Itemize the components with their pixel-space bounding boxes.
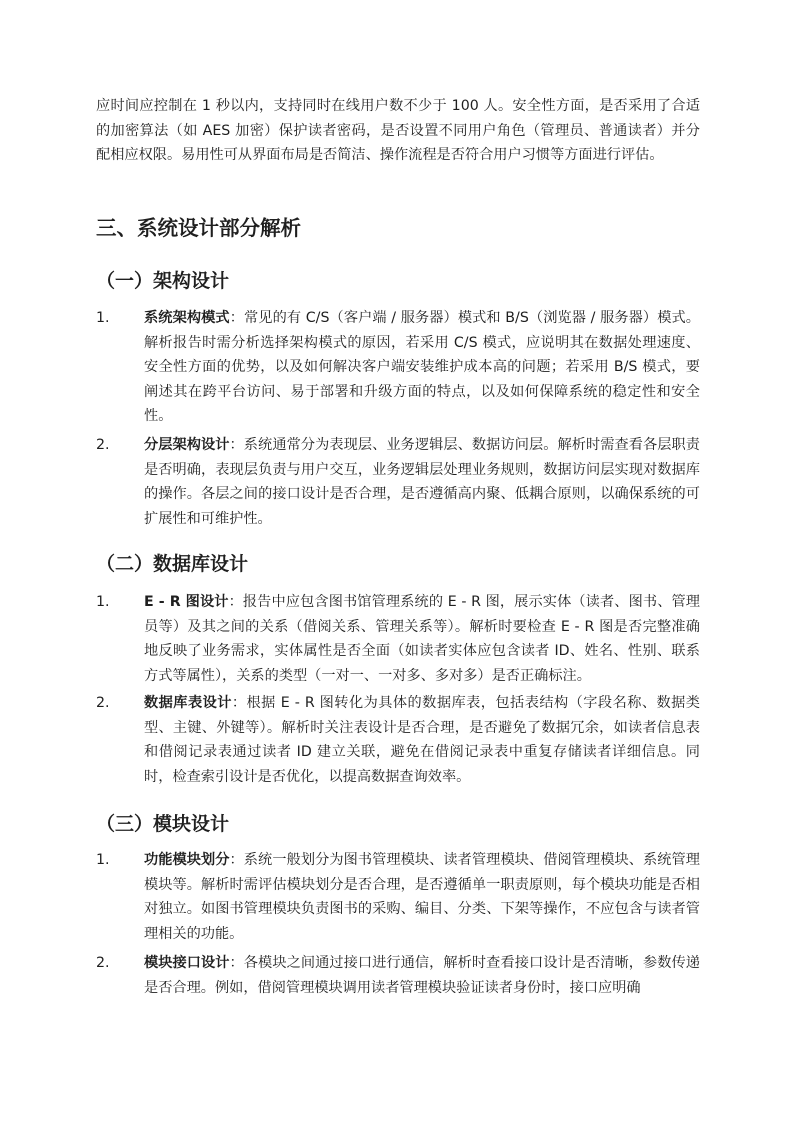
list-item-number: 2. <box>96 437 110 453</box>
list-item-text <box>144 590 700 688</box>
list-item-number: 1. <box>96 594 110 610</box>
list-item-text <box>144 848 700 946</box>
list-item-number: 2. <box>96 955 110 971</box>
intro-paragraph: 应时间应控制在 1 秒以内，支持同时在线用户数不少于 100 人。安全性方面，是否采用了合适的加密算法（如 AES 加密）保护读者密码，是否设置不同用户角色（管理员、普通读者）并分配相应权限。易用性可从界面布局是否简洁、操作流程是否符合用户习惯等方面进行评估。 <box>96 98 700 163</box>
subsection-title-database: （二）数据库设计 <box>96 553 249 575</box>
list-item-body: ：各模块之间通过接口进行通信，解析时查看接口设计是否清晰，参数传递是否合理。例如，借阅管理模块调用读者管理模块验证读者身份时，接口应明确 <box>144 955 700 996</box>
list-item-number: 1. <box>96 852 110 868</box>
list-item-body: ：根据 E - R 图转化为具体的数据库表，包括表结构（字段名称、数据类型、主键、外键等）。解析时关注表设计是否合理，是否避免了数据冗余，如读者信息表和借阅记录表通过读者 ID 建立关联，避免在借阅记录表中重复存储读者详细信息。同时，检查索引设计是否优化，以提高数据查询效率。 <box>144 695 700 785</box>
list-item-body: ：系统通常分为表现层、业务逻辑层、数据访问层。解析时需查看各层职责是否明确，表现层负责与用户交互，业务逻辑层处理业务规则，数据访问层实现对数据库的操作。各层之间的接口设计是否合理，是否遵循高内聚、低耦合原则，以确保系统的可扩展性和可维护性。 <box>144 437 700 527</box>
list-item-term: 系统架构模式 <box>144 310 230 326</box>
list-item-text <box>144 951 700 1000</box>
subsection-title-architecture: （一）架构设计 <box>96 270 230 292</box>
list-item-body: ：报告中应包含图书馆管理系统的 E - R 图，展示实体（读者、图书、管理员等）及其之间的关系（借阅关系、管理关系等）。解析时要检查 E - R 图是否完整准确地反映了业务需求，实体属性是否全面（如读者实体应包含读者 ID、姓名、性别、联系方式等属性），关系的类型（一对一、一对多、多对多）是否正确标注。 <box>144 594 700 684</box>
list-item-term: 模块接口设计 <box>144 955 230 971</box>
list-item-term: 数据库表设计 <box>144 695 232 711</box>
list-item-body: ：系统一般划分为图书管理模块、读者管理模块、借阅管理模块、系统管理模块等。解析时需评估模块划分是否合理，是否遵循单一职责原则，每个模块功能是否相对独立。如图书管理模块负责图书的采购、编目、分类、下架等操作，不应包含与读者管理相关的功能。 <box>144 852 700 942</box>
section-title: 三、系统设计部分解析 <box>96 216 301 240</box>
list-item-text <box>144 306 700 429</box>
list-item-number: 1. <box>96 310 110 326</box>
list-item-term: 分层架构设计 <box>144 437 230 453</box>
list-item-number: 2. <box>96 695 110 711</box>
list-item-term: 功能模块划分 <box>144 852 230 868</box>
list-item-term: E - R 图设计 <box>144 594 229 610</box>
subsection-title-modules: （三）模块设计 <box>96 813 230 835</box>
list-item-text <box>144 691 700 789</box>
list-item-body: ：常见的有 C/S（客户端 / 服务器）模式和 B/S（浏览器 / 服务器）模式。解析报告时需分析选择架构模式的原因，若采用 C/S 模式，应说明其在数据处理速度、安全性方面的优势，以及如何解决客户端安装维护成本高的问题；若采用 B/S 模式，要阐述其在跨平台访问、易于部署和升级方面的特点，以及如何保障系统的稳定性和安全性。 <box>144 310 700 424</box>
list-item-text <box>144 433 700 531</box>
